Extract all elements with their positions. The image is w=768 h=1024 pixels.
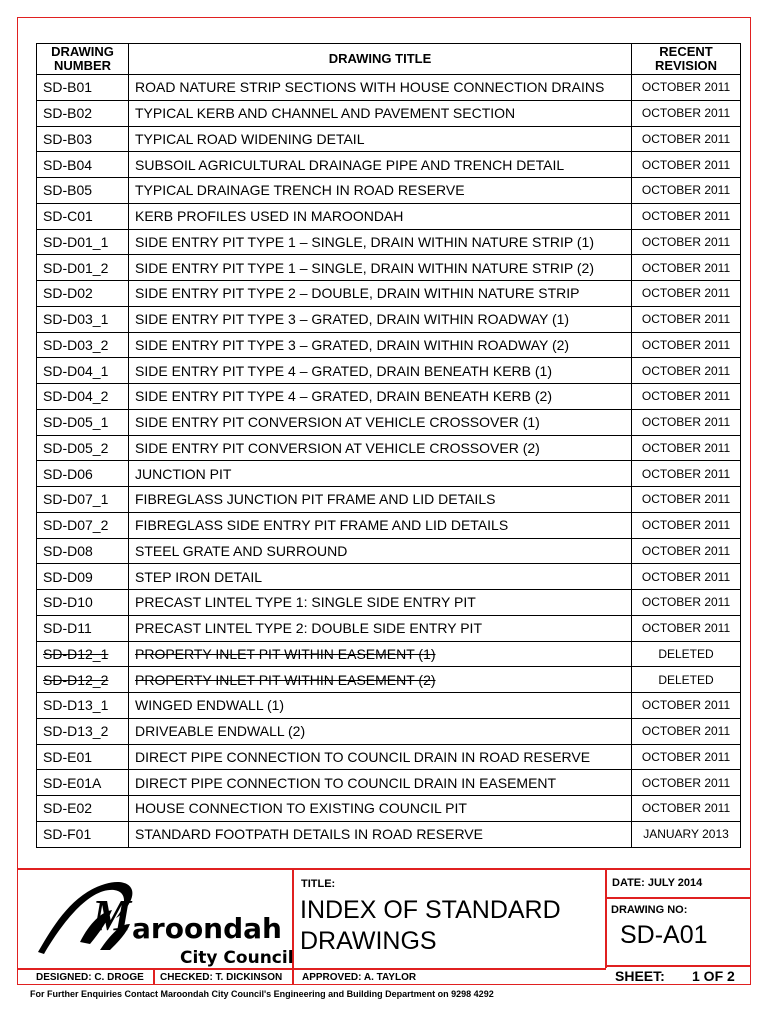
drawing-number-cell: SD-B03 [37,126,129,152]
revision-cell: OCTOBER 2011 [632,409,741,435]
drawing-title-cell: SIDE ENTRY PIT TYPE 1 – SINGLE, DRAIN WITHIN NATURE STRIP (2) [129,255,632,281]
table-header-row [37,44,741,75]
table-row [37,821,741,847]
titleblock-checked-divider [292,968,294,985]
table-row [37,641,741,667]
revision-cell: OCTOBER 2011 [632,564,741,590]
drawing-title-cell: SIDE ENTRY PIT TYPE 4 – GRATED, DRAIN BENEATH KERB (2) [129,384,632,410]
drawing-title-cell: SIDE ENTRY PIT CONVERSION AT VEHICLE CROSSOVER (2) [129,435,632,461]
revision-cell: DELETED [632,667,741,693]
drawing-title-line2: DRAWINGS [300,927,437,955]
revision-cell: OCTOBER 2011 [632,152,741,178]
table-row [37,590,741,616]
revision-cell: OCTOBER 2011 [632,358,741,384]
drawing-title-cell: SIDE ENTRY PIT TYPE 2 – DOUBLE, DRAIN WITHIN NATURE STRIP [129,281,632,307]
drawing-title-cell: SIDE ENTRY PIT CONVERSION AT VEHICLE CROSSOVER (1) [129,409,632,435]
revision-cell: OCTOBER 2011 [632,461,741,487]
drawing-number-cell: SD-D11 [37,615,129,641]
drawing-number-cell: SD-D01_1 [37,229,129,255]
drawing-title-cell: STEP IRON DETAIL [129,564,632,590]
title-label: TITLE: [301,878,336,890]
drawing-title-cell: STANDARD FOOTPATH DETAILS IN ROAD RESERVE [129,821,632,847]
drawing-no-value: SD-A01 [620,921,708,949]
logo-subtitle: City Council [180,948,294,968]
table-row [37,332,741,358]
table-row [37,306,741,332]
drawing-number-cell: SD-B05 [37,178,129,204]
revision-cell: OCTOBER 2011 [632,512,741,538]
drawing-number-cell: SD-D07_2 [37,512,129,538]
drawing-number-cell: SD-D04_1 [37,358,129,384]
drawing-number-cell: SD-B04 [37,152,129,178]
revision-cell: OCTOBER 2011 [632,203,741,229]
table-row [37,693,741,719]
drawing-number-cell: SD-D08 [37,538,129,564]
drawing-number-cell: SD-C01 [37,203,129,229]
table-row [37,512,741,538]
table-body [37,75,741,848]
table-row [37,744,741,770]
table-row [37,281,741,307]
drawing-index-table [36,43,741,848]
revision-cell: OCTOBER 2011 [632,100,741,126]
table-row [37,718,741,744]
table-row [37,409,741,435]
checked-by: CHECKED: T. DICKINSON [160,972,283,983]
drawing-number-cell: SD-D12_2 [37,667,129,693]
header-drawing-title: DRAWING TITLE [129,44,632,75]
table-row [37,358,741,384]
table-row [37,126,741,152]
revision-cell: OCTOBER 2011 [632,770,741,796]
drawing-title-cell: PROPERTY INLET PIT WITHIN EASEMENT (1) [129,641,632,667]
drawing-number-cell: SD-D07_1 [37,487,129,513]
revision-cell: OCTOBER 2011 [632,255,741,281]
sheet-label: SHEET: [615,968,665,984]
titleblock-divider-right [605,868,607,968]
titleblock-date-line [605,897,751,899]
drawing-number-cell: SD-D03_1 [37,306,129,332]
date-label: DATE: JULY 2014 [612,877,703,889]
drawing-number-cell: SD-D01_2 [37,255,129,281]
logo-name: aroondah [132,912,282,945]
drawing-number-cell: SD-E01 [37,744,129,770]
drawing-title-cell: SIDE ENTRY PIT TYPE 3 – GRATED, DRAIN WITHIN ROADWAY (1) [129,306,632,332]
table-row [37,384,741,410]
titleblock-bottom-line [17,968,606,970]
revision-cell: OCTOBER 2011 [632,487,741,513]
drawing-title-cell: SUBSOIL AGRICULTURAL DRAINAGE PIPE AND TRENCH DETAIL [129,152,632,178]
logo-initial: M [92,891,132,940]
drawing-number-cell: SD-D04_2 [37,384,129,410]
header-drawing-number: DRAWING NUMBER [37,44,129,75]
table-row [37,461,741,487]
revision-cell: OCTOBER 2011 [632,615,741,641]
drawing-title-cell: TYPICAL ROAD WIDENING DETAIL [129,126,632,152]
drawing-title-cell: PRECAST LINTEL TYPE 2: DOUBLE SIDE ENTRY PIT [129,615,632,641]
drawing-title-cell: SIDE ENTRY PIT TYPE 1 – SINGLE, DRAIN WITHIN NATURE STRIP (1) [129,229,632,255]
revision-cell: OCTOBER 2011 [632,796,741,822]
drawing-title-cell: TYPICAL KERB AND CHANNEL AND PAVEMENT SECTION [129,100,632,126]
table-row [37,229,741,255]
drawing-title-cell: SIDE ENTRY PIT TYPE 3 – GRATED, DRAIN WITHIN ROADWAY (2) [129,332,632,358]
drawing-title-cell: KERB PROFILES USED IN MAROONDAH [129,203,632,229]
drawing-title-cell: JUNCTION PIT [129,461,632,487]
revision-cell: OCTOBER 2011 [632,538,741,564]
titleblock-top-line [17,868,751,870]
drawing-title-cell: DRIVEABLE ENDWALL (2) [129,718,632,744]
titleblock-designed-divider [153,968,155,985]
drawing-no-label: DRAWING NO: [611,904,688,916]
revision-cell: OCTOBER 2011 [632,306,741,332]
header-recent-revision: RECENT REVISION [632,44,741,75]
drawing-number-cell: SD-D05_1 [37,409,129,435]
table-row [37,178,741,204]
drawing-title-cell: FIBREGLASS JUNCTION PIT FRAME AND LID DETAILS [129,487,632,513]
drawing-number-cell: SD-B02 [37,100,129,126]
revision-cell: OCTOBER 2011 [632,75,741,101]
drawing-number-cell: SD-D03_2 [37,332,129,358]
revision-cell: OCTOBER 2011 [632,178,741,204]
drawing-number-cell: SD-E01A [37,770,129,796]
table-row [37,564,741,590]
drawing-title-cell: TYPICAL DRAINAGE TRENCH IN ROAD RESERVE [129,178,632,204]
revision-cell: JANUARY 2013 [632,821,741,847]
drawing-number-cell: SD-D12_1 [37,641,129,667]
drawing-title-cell: DIRECT PIPE CONNECTION TO COUNCIL DRAIN IN EASEMENT [129,770,632,796]
drawing-title-line1: INDEX OF STANDARD [300,896,561,924]
sheet-value: 1 OF 2 [692,968,735,984]
drawing-title-cell: DIRECT PIPE CONNECTION TO COUNCIL DRAIN IN ROAD RESERVE [129,744,632,770]
titleblock-sheet-line [605,965,751,967]
drawing-title-cell: STEEL GRATE AND SURROUND [129,538,632,564]
drawing-number-cell: SD-D02 [37,281,129,307]
drawing-number-cell: SD-E02 [37,796,129,822]
drawing-title-cell: SIDE ENTRY PIT TYPE 4 – GRATED, DRAIN BENEATH KERB (1) [129,358,632,384]
drawing-number-cell: SD-D13_1 [37,693,129,719]
table-row [37,538,741,564]
table-row [37,667,741,693]
footer-enquiries: For Further Enquiries Contact Maroondah City Council's Engineering and Building Department on 9298 4292 [30,989,494,999]
table-row [37,615,741,641]
drawing-title-cell: PROPERTY INLET PIT WITHIN EASEMENT (2) [129,667,632,693]
revision-cell: DELETED [632,641,741,667]
table-row [37,435,741,461]
drawing-title-cell: WINGED ENDWALL (1) [129,693,632,719]
revision-cell: OCTOBER 2011 [632,435,741,461]
table-row [37,487,741,513]
drawing-title-cell: HOUSE CONNECTION TO EXISTING COUNCIL PIT [129,796,632,822]
revision-cell: OCTOBER 2011 [632,590,741,616]
revision-cell: OCTOBER 2011 [632,229,741,255]
drawing-number-cell: SD-D05_2 [37,435,129,461]
designed-by: DESIGNED: C. DROGE [36,972,144,983]
table-row [37,796,741,822]
drawing-number-cell: SD-D09 [37,564,129,590]
drawing-title-cell: PRECAST LINTEL TYPE 1: SINGLE SIDE ENTRY PIT [129,590,632,616]
table-row [37,770,741,796]
revision-cell: OCTOBER 2011 [632,281,741,307]
drawing-number-cell: SD-F01 [37,821,129,847]
table-row [37,203,741,229]
table-row [37,255,741,281]
drawing-number-cell: SD-B01 [37,75,129,101]
drawing-title-cell: ROAD NATURE STRIP SECTIONS WITH HOUSE CONNECTION DRAINS [129,75,632,101]
drawing-title-cell: FIBREGLASS SIDE ENTRY PIT FRAME AND LID DETAILS [129,512,632,538]
maroondah-logo [30,872,292,967]
revision-cell: OCTOBER 2011 [632,693,741,719]
revision-cell: OCTOBER 2011 [632,332,741,358]
revision-cell: OCTOBER 2011 [632,718,741,744]
drawing-number-cell: SD-D06 [37,461,129,487]
table-row [37,152,741,178]
table-row [37,100,741,126]
drawing-number-cell: SD-D13_2 [37,718,129,744]
revision-cell: OCTOBER 2011 [632,126,741,152]
approved-by: APPROVED: A. TAYLOR [302,972,417,983]
drawing-number-cell: SD-D10 [37,590,129,616]
revision-cell: OCTOBER 2011 [632,384,741,410]
revision-cell: OCTOBER 2011 [632,744,741,770]
table-row [37,75,741,101]
